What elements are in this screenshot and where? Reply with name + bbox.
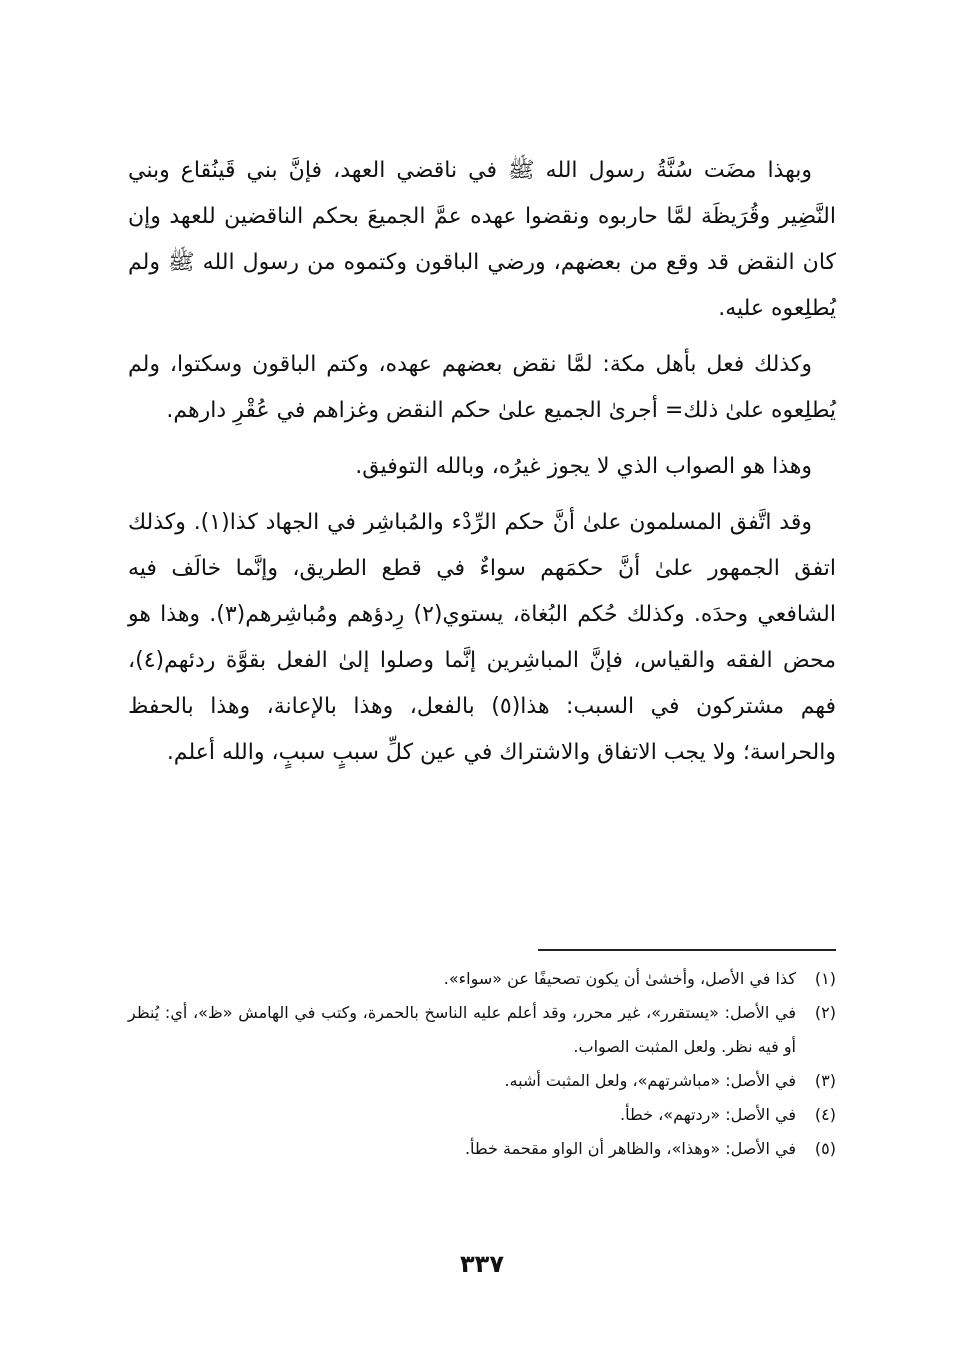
footnote-number: (٥): [814, 1139, 836, 1158]
footnote-item: [128, 1132, 836, 1166]
footnote-number: (١): [814, 969, 836, 988]
footnote-number: (٣): [814, 1071, 836, 1090]
footnote-number: (٤): [814, 1105, 836, 1124]
book-page: [128, 0, 836, 1361]
footnote-text: في الأصل: «يستقرر»، غير محرر، وقد أعلم عليه الناسخ بالحمرة، وكتب في الهامش «ظ»، أي: يُنظر أو فيه نظر. ولعل المثبت الصواب.: [128, 1003, 796, 1056]
footnote-number: (٢): [814, 1003, 836, 1022]
footnote-text: كذا في الأصل، وأخشىٰ أن يكون تصحيفًا عن «سواء».: [443, 969, 796, 988]
paragraph: وهذا هو الصواب الذي لا يجوز غيرُه، وبالله التوفيق.: [355, 454, 812, 479]
footnote-item: [128, 1098, 836, 1132]
footnote-text: في الأصل: «ردتهم»، خطأ.: [620, 1105, 796, 1124]
footnote-divider: [538, 949, 836, 951]
footnote-text: في الأصل: «مباشرتهم»، ولعل المثبت أشبه.: [504, 1071, 796, 1090]
page-number: ٣٣٧: [460, 1250, 504, 1278]
footnote-item: [128, 962, 836, 996]
main-text: [128, 148, 836, 786]
footnote-item: [128, 1064, 836, 1098]
footnote-text: في الأصل: «وهذا»، والظاهر أن الواو مقحمة خطأ.: [464, 1139, 796, 1158]
footnotes: [128, 962, 836, 1166]
paragraph: وكذلك فعل بأهل مكة: لمَّا نقض بعضهم عهده، وكتم الباقون وسكتوا، ولم يُطلِعوه علىٰ ذلك= أجرىٰ الجميع علىٰ حكم النقض وغزاهم في عُقْرِ دارهم.: [128, 352, 836, 423]
paragraph: وقد اتَّفق المسلمون علىٰ أنَّ حكم الرِّدْء والمُباشِر في الجهاد كذا(١). وكذلك اتفق الجمهور علىٰ أنَّ حكمَهم سواءٌ في قطع الطريق، وإنَّما خالَف فيه الشافعي وحدَه. وكذلك حُكم البُغاة، يستوي(٢) رِدؤهم ومُباشِرهم(٣). وهذا هو محض الفقه والقياس، فإنَّ المباشِرين إنَّما وصلوا إلىٰ الفعل بقوَّة ردئهم(٤)، فهم مشتركون في السبب: هذا(٥) بالفعل، وهذا بالإعانة، وهذا بالحفظ والحراسة؛ ولا يجب الاتفاق والاشتراك في عين كلِّ سببٍ سببٍ، والله أعلم.: [128, 510, 836, 765]
paragraph: وبهذا مضَت سُنَّةُ رسول الله ﷺ في ناقضي العهد، فإنَّ بني قَينُقاع وبني النَّضِير وقُرَيظَة لمَّا حاربوه ونقضوا عهده عمَّ الجميعَ بحكم الناقضين للعهد وإن كان النقض قد وقع من بعضهم، ورضي الباقون وكتموه من رسول الله ﷺ ولم يُطلِعوه عليه.: [128, 158, 836, 321]
footnote-item: [128, 996, 836, 1064]
